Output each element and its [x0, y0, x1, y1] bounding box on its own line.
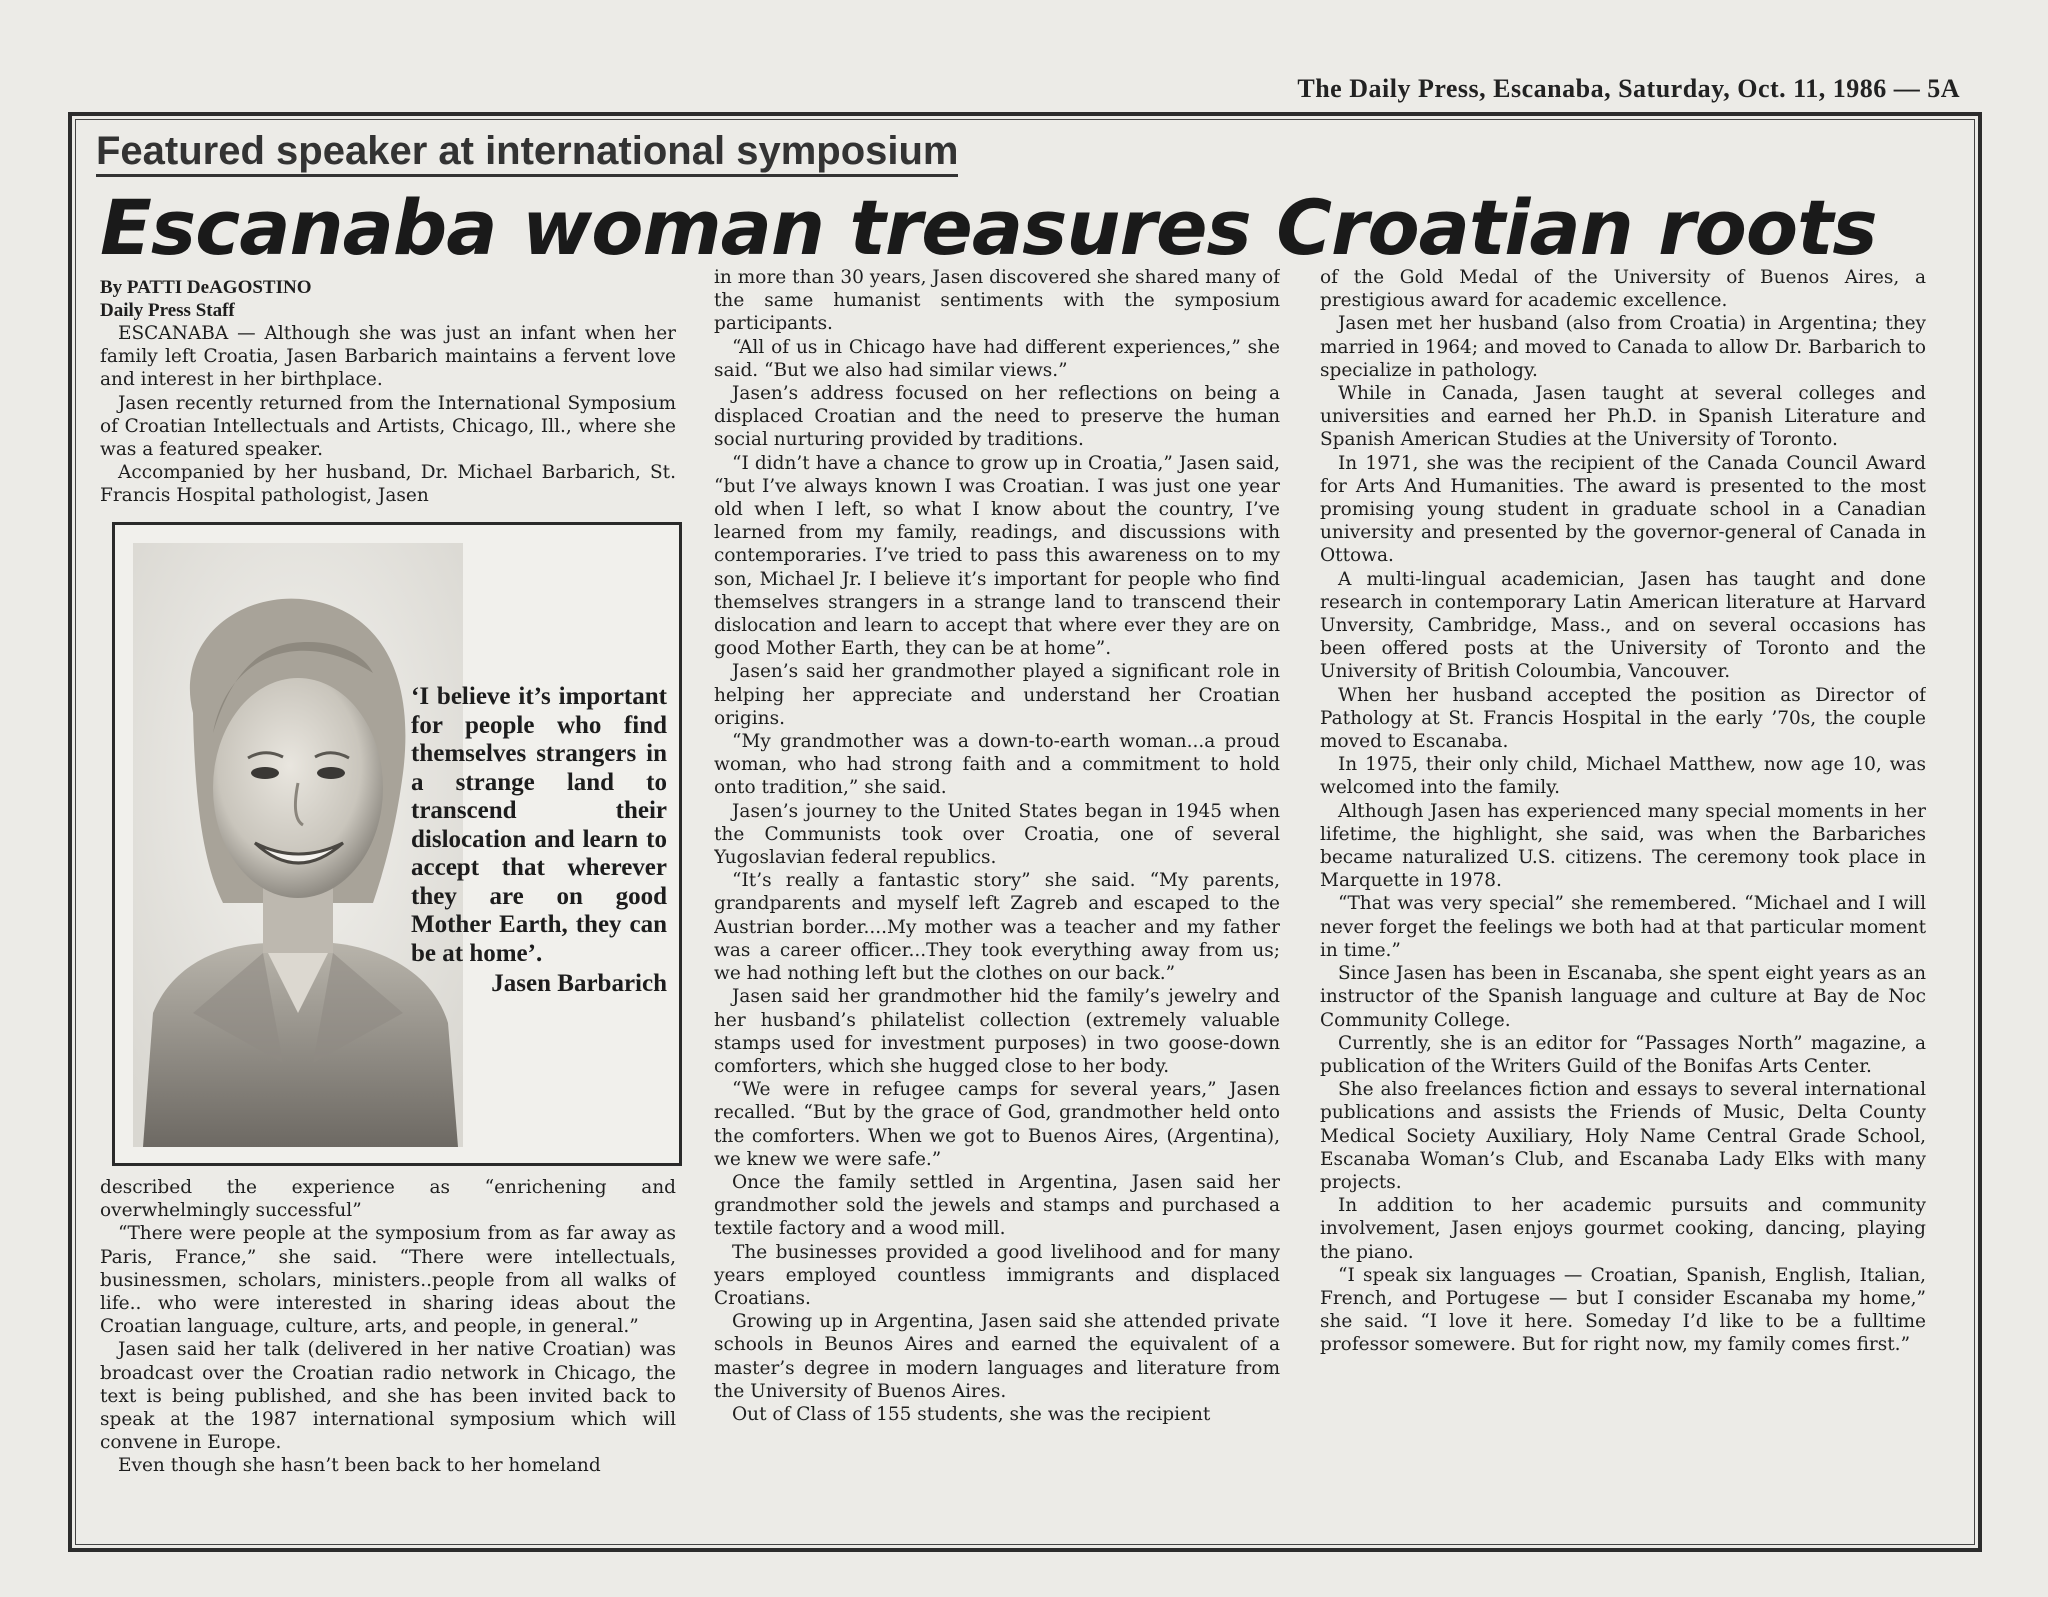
- paragraph: “We were in refugee camps for several years,” Jasen recalled. “But by the grace of God, grandmother held onto the comforters. When we got to Buenos Aires, (Argentina), we knew we were safe.”: [714, 1079, 1280, 1170]
- byline-staff: Daily Press Staff: [100, 300, 235, 321]
- paragraph: in more than 30 years, Jasen discovered she shared many of the same humanist sentiments with the symposium participants.: [714, 267, 1280, 335]
- paragraph: Since Jasen has been in Escanaba, she spent eight years as an instructor of the Spanish language and culture at Bay de Noc Community College.: [1320, 963, 1926, 1031]
- article-kicker: Featured speaker at international symposium: [96, 128, 958, 177]
- paragraph: Out of Class of 155 students, she was the recipient: [732, 1403, 1211, 1425]
- paragraph: While in Canada, Jasen taught at several colleges and universities and earned her Ph.D. in Spanish Literature and Spanish American Studies at the University of Toronto.: [1320, 383, 1926, 451]
- column-2: [714, 266, 1280, 1514]
- paragraph: In 1975, their only child, Michael Matthew, now age 10, was welcomed into the family.: [1320, 754, 1926, 799]
- pull-quote-attribution: Jasen Barbarich: [491, 970, 667, 997]
- paragraph: Jasen’s said her grandmother played a significant role in helping her appreciate and understand her Croatian origins.: [714, 661, 1280, 729]
- paragraph: ESCANABA — Although she was just an infant when her family left Croatia, Jasen Barbarich maintains a fervent love and interest in her birthplace.: [100, 323, 676, 391]
- paragraph: Jasen’s journey to the United States began in 1945 when the Communists took over Croatia, one of several Yugoslavian federal republics.: [714, 800, 1280, 869]
- column-1-bottom: [100, 1176, 676, 1514]
- paragraph: The businesses provided a good livelihood and for many years employed countless immigrants and displaced Croatians.: [714, 1241, 1280, 1309]
- paragraph: Even though she hasn’t been back to her homeland: [118, 1455, 601, 1477]
- paragraph: described the experience as “enrichening and overwhelmingly successful”: [100, 1177, 676, 1222]
- paragraph: Once the family settled in Argentina, Jasen said her grandmother sold the jewels and stamps and purchased a textile factory and a wood mill.: [714, 1171, 1280, 1240]
- paragraph: Jasen’s address focused on her reflections on being a displaced Croatian and the need to preserve the human social nurturing provided by traditions.: [714, 383, 1280, 451]
- paragraph: A multi-lingual academician, Jasen has taught and done research in contemporary Latin American literature at Harvard Unversity, Cambridge, Mass., and on several occasions has been offered posts at the University of Toronto and the University of British Coloumbia, Vancouver.: [1320, 568, 1926, 683]
- paragraph: Although Jasen has experienced many special moments in her lifetime, the highlight, she said, was when the Barbariches became naturalized U.S. citizens. The ceremony took place in Marquette in 1978.: [1320, 800, 1926, 892]
- paragraph: When her husband accepted the position as Director of Pathology at St. Francis Hospital in the early ’70s, the couple moved to Escanaba.: [1320, 684, 1926, 753]
- paragraph: Accompanied by her husband, Dr. Michael Barbarich, St. Francis Hospital pathologist, Jasen: [100, 462, 676, 507]
- paragraph: “I didn’t have a chance to grow up in Croatia,” Jasen said, “but I’ve always known I was Croatian. I was just one year old when I left, so what I know about the country, I’ve learned from my family, readings, and discussions with contemporaries. I’ve tried to pass this awareness on to my son, Michael Jr. I believe it’s important for people who find themselves strangers in a strange land to transcend their dislocation and learn to accept that where ever they are on good Mother Earth, they can be at home”.: [714, 452, 1280, 660]
- paragraph: She also freelances fiction and essays to several international publications and assists the Friends of Music, Delta County Medical Society Auxiliary, Holy Name Central Grade School, Escanaba Woman’s Club, and Escanaba Lady Elks with many projects.: [1320, 1079, 1926, 1193]
- paragraph: “All of us in Chicago have had different experiences,” she said. “But we also had similar views.”: [714, 336, 1280, 381]
- paragraph: “It’s really a fantastic story” she said. “My parents, grandparents and myself left Zagreb and escaped to the Austrian border....My mother was a teacher and my father was a career officer...They took everything away from us; we had nothing left but the clothes on our back.”: [714, 870, 1280, 985]
- paragraph: Currently, she is an editor for “Passages North” magazine, a publication of the Writers Guild of the Bonifas Arts Center.: [1320, 1032, 1926, 1077]
- photo-with-pull-quote: [112, 522, 682, 1166]
- paragraph: Jasen said her talk (delivered in her native Croatian) was broadcast over the Croatian radio network in Chicago, the text is being published, and she has been invited back to speak at the 1987 international symposium which will convene in Europe.: [100, 1339, 676, 1454]
- pull-quote-text: ‘I believe it’s important for people who find themselves strangers in a strange land to transcend their dislocation and learn to accept that wherever they are on good Mother Earth, they can be at home’.: [411, 683, 667, 967]
- column-1-top: [100, 276, 676, 514]
- byline-author: By PATTI DeAGOSTINO: [100, 277, 312, 298]
- paragraph: Jasen said her grandmother hid the family’s jewelry and her husband’s philatelist collection (extremely valuable stamps used for investment purposes) in two goose-down comforters, which she hugged close to her body.: [714, 986, 1280, 1077]
- paragraph: “My grandmother was a down-to-earth woman...a proud woman, who had strong faith and a commitment to hold onto tradition,” she said.: [714, 731, 1280, 799]
- paragraph: In addition to her academic pursuits and community involvement, Jasen enjoys gourmet cooking, dancing, playing the piano.: [1320, 1195, 1926, 1263]
- paragraph: Growing up in Argentina, Jasen said she attended private schools in Beunos Aires and earned the equivalent of a master’s degree in modern languages and literature from the University of Buenos Aires.: [714, 1311, 1280, 1402]
- article-headline: Escanaba woman treasures Croatian roots: [100, 183, 1877, 272]
- pull-quote: [411, 683, 667, 999]
- paragraph: of the Gold Medal of the University of Buenos Aires, a prestigious award for academic excellence.: [1320, 267, 1926, 312]
- paragraph: “There were people at the symposium from as far away as Paris, France,” she said. “There were intellectuals, businessmen, scholars, ministers..people from all walks of life.. who were interested in sharing ideas about the Croatian language, culture, arts, and people, in general.”: [100, 1223, 676, 1338]
- paragraph: “I speak six languages — Croatian, Spanish, English, Italian, French, and Portugese — but I consider Escanaba my home,” she said. “I love it here. Someday I’d like to be a fulltime professor somewere. But for right now, my family comes first.”: [1320, 1264, 1926, 1356]
- paragraph: Jasen met her husband (also from Croatia) in Argentina; they married in 1964; and moved to Canada to allow Dr. Barbarich to specialize in pathology.: [1320, 313, 1926, 381]
- paragraph: Jasen recently returned from the International Symposium of Croatian Intellectuals and Artists, Chicago, Ill., where she was a featured speaker.: [100, 392, 676, 461]
- page-dateline: The Daily Press, Escanaba, Saturday, Oct. 11, 1986 — 5A: [1297, 74, 1960, 103]
- paragraph: In 1971, she was the recipient of the Canada Council Award for Arts And Humanities. The award is presented to the most promising young student in graduate school in a Canadian university and presented by the governor-general of Canada in Ottowa.: [1320, 452, 1926, 567]
- column-3: [1320, 266, 1926, 1514]
- paragraph: “That was very special” she remembered. “Michael and I will never forget the feelings we both had at that particular moment in time.”: [1320, 893, 1926, 961]
